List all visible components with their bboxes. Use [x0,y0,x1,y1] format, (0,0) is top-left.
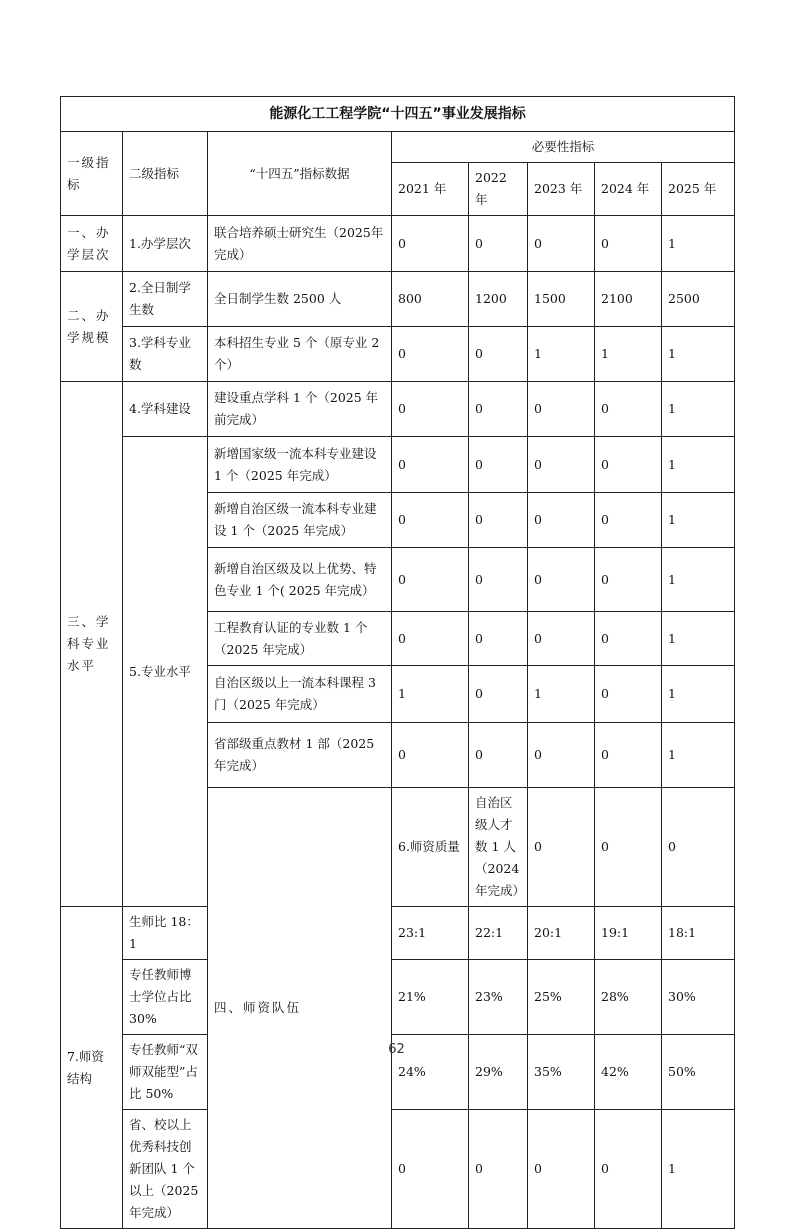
value-cell: 0 [595,382,662,437]
value-cell: 0 [595,788,662,907]
header-required: 必要性指标 [392,132,735,163]
value-cell: 1 [662,216,735,272]
value-cell: 35% [528,1035,595,1110]
value-cell: 0 [469,216,528,272]
value-cell: 50% [662,1035,735,1110]
indicator-cell: 专任教师“双师双能型”占比 50% [123,1035,208,1110]
level2-cell: 1.办学层次 [123,216,208,272]
indicator-cell: 生师比 18：1 [123,907,208,960]
value-cell: 1 [595,327,662,382]
level1-cell: 二、办学规模 [61,272,123,382]
value-cell: 1 [662,612,735,666]
value-cell: 0 [392,327,469,382]
value-cell: 0 [469,666,528,723]
indicator-cell: 全日制学生数 2500 人 [208,272,392,327]
value-cell: 21% [392,960,469,1035]
value-cell: 0 [469,437,528,493]
value-cell: 0 [392,1110,469,1229]
value-cell: 0 [595,216,662,272]
page-number: 62 [388,1042,405,1057]
level2-cell: 5.专业水平 [123,437,208,907]
value-cell: 1 [662,493,735,548]
indicator-cell: 联合培养硕士研究生（2025年完成） [208,216,392,272]
indicator-cell: 新增自治区级及以上优势、特色专业 1 个( 2025 年完成） [208,548,392,612]
header-year: 2025 年 [662,163,735,216]
level2-cell: 7.师资结构 [61,907,123,1229]
value-cell: 0 [595,493,662,548]
value-cell: 0 [392,493,469,548]
value-cell: 1 [528,666,595,723]
value-cell: 1 [392,666,469,723]
indicator-cell: 省部级重点教材 1 部（2025 年完成） [208,723,392,788]
indicator-cell: 新增国家级一流本科专业建设 1 个（2025 年完成） [208,437,392,493]
value-cell: 0 [469,548,528,612]
value-cell: 0 [469,493,528,548]
value-cell: 0 [595,723,662,788]
value-cell: 0 [392,723,469,788]
header-year: 2023 年 [528,163,595,216]
value-cell: 24% [392,1035,469,1110]
level2-cell: 4.学科建设 [123,382,208,437]
value-cell: 1 [662,437,735,493]
value-cell: 0 [595,548,662,612]
header-indicator-data: “十四五”指标数据 [208,132,392,216]
value-cell: 0 [469,327,528,382]
indicator-table [60,96,735,1229]
indicator-cell: 本科招生专业 5 个（原专业 2 个） [208,327,392,382]
value-cell: 0 [392,612,469,666]
value-cell: 30% [662,960,735,1035]
header-level1: 一级指标 [61,132,123,216]
value-cell: 0 [528,548,595,612]
level1-cell: 三、学科专业水平 [61,382,123,907]
value-cell: 25% [528,960,595,1035]
header-level2: 二级指标 [123,132,208,216]
indicator-cell: 工程教育认证的专业数 1 个（2025 年完成） [208,612,392,666]
value-cell: 0 [528,216,595,272]
value-cell: 0 [528,437,595,493]
value-cell: 2500 [662,272,735,327]
value-cell: 0 [662,788,735,907]
level2-cell: 6.师资质量 [392,788,469,907]
indicator-cell: 自治区级人才数 1 人（2024 年完成） [469,788,528,907]
value-cell: 0 [528,788,595,907]
value-cell: 0 [528,493,595,548]
value-cell: 19:1 [595,907,662,960]
value-cell: 0 [528,1110,595,1229]
level2-cell: 3.学科专业数 [123,327,208,382]
header-year: 2024 年 [595,163,662,216]
value-cell: 28% [595,960,662,1035]
value-cell: 23:1 [392,907,469,960]
value-cell: 800 [392,272,469,327]
value-cell: 29% [469,1035,528,1110]
indicator-cell: 专任教师博士学位占比 30% [123,960,208,1035]
value-cell: 1 [662,666,735,723]
value-cell: 0 [595,1110,662,1229]
value-cell: 0 [528,612,595,666]
value-cell: 0 [469,1110,528,1229]
value-cell: 0 [469,612,528,666]
indicator-cell: 省、校以上优秀科技创新团队 1 个以上（2025 年完成） [123,1110,208,1229]
value-cell: 0 [392,437,469,493]
value-cell: 0 [595,666,662,723]
value-cell: 0 [528,382,595,437]
value-cell: 0 [469,723,528,788]
value-cell: 1 [528,327,595,382]
header-year: 2021 年 [392,163,469,216]
value-cell: 2100 [595,272,662,327]
value-cell: 1 [662,327,735,382]
level1-cell: 四、师资队伍 [208,788,392,1229]
value-cell: 0 [595,612,662,666]
value-cell: 1 [662,548,735,612]
value-cell: 0 [469,382,528,437]
value-cell: 23% [469,960,528,1035]
value-cell: 1 [662,382,735,437]
indicator-cell: 自治区级以上一流本科课程 3 门（2025 年完成） [208,666,392,723]
value-cell: 1200 [469,272,528,327]
level1-cell: 一、办学层次 [61,216,123,272]
value-cell: 42% [595,1035,662,1110]
table-title: 能源化工工程学院“十四五”事业发展指标 [61,97,735,132]
value-cell: 1 [662,723,735,788]
header-year: 2022 年 [469,163,528,216]
value-cell: 18:1 [662,907,735,960]
value-cell: 0 [392,548,469,612]
value-cell: 1500 [528,272,595,327]
value-cell: 1 [662,1110,735,1229]
level2-cell: 2.全日制学生数 [123,272,208,327]
indicator-cell: 建设重点学科 1 个（2025 年前完成） [208,382,392,437]
value-cell: 0 [392,216,469,272]
value-cell: 0 [392,382,469,437]
value-cell: 22:1 [469,907,528,960]
value-cell: 0 [595,437,662,493]
value-cell: 0 [528,723,595,788]
value-cell: 20:1 [528,907,595,960]
indicator-cell: 新增自治区级一流本科专业建设 1 个（2025 年完成） [208,493,392,548]
